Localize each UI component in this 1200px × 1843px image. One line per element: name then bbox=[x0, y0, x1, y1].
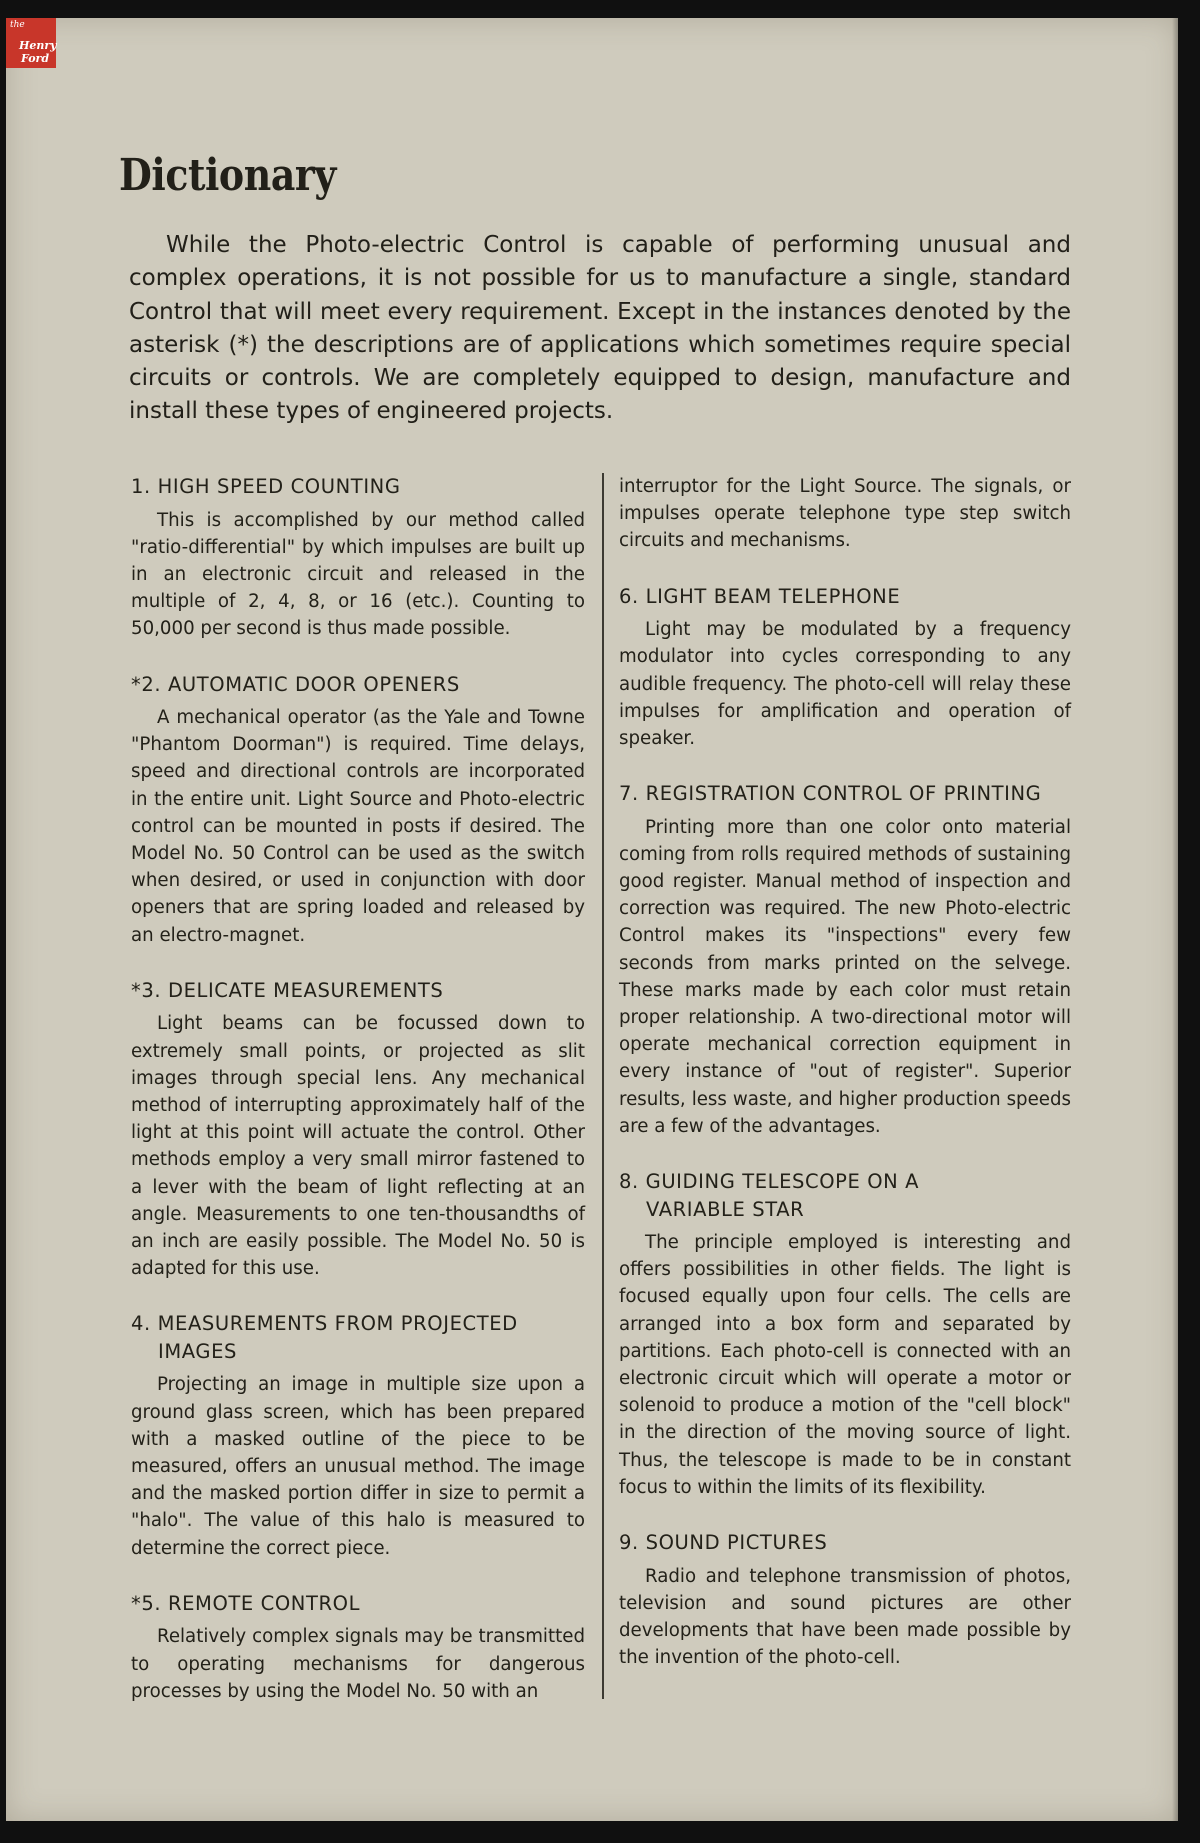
logo-ford: Ford bbox=[21, 52, 50, 65]
section-body: Radio and telephone transmission of photos, television and sound pictures are other developments that have been made possible by the invention of the photo-cell. bbox=[619, 1565, 1071, 1669]
section-heading bbox=[131, 1310, 585, 1365]
section-body: Light may be modulated by a frequency modulator into cycles corresponding to any audible frequency. The photo-cell will relay these impulses for amplification and operation of speaker. bbox=[619, 619, 1071, 749]
document-page bbox=[6, 18, 1178, 1821]
section-heading: *2. AUTOMATIC DOOR OPENERS bbox=[131, 672, 460, 696]
intro-paragraph: While the Photo-electric Control is capable of performing unusual and complex operations, it is not possible for us to manufacture a single, standard Control that will meet every requirement. Except in the instances denoted by the asterisk (*) the descriptions are of applications which sometimes require special circuits or controls. We are completely equipped to design, manufacture and install these types of engineered projects. bbox=[129, 232, 1071, 425]
section-body: The principle employed is interesting and offers possibilities in other fields. The light is focused equally upon four cells. The cells are arranged into a box form and separated by partitions. Each photo-cell is connected with an electronic circuit which will operate a motor or solenoid to produce a motion of the "cell block" in the direction of the moving source of light. Thus, the telescope is made to be in constant focus to within the limits of its flexibility. bbox=[619, 1232, 1071, 1498]
section-body: Printing more than one color onto material coming from rolls required methods of sustaining good register. Manual method of inspection and correction was required. The new Photo-electric Control makes its "inspections" every few seconds from marks printed on the selvege. These marks made by each color must retain proper relationship. A two-directional motor will operate mechanical correction equipment in every instance of "out of register". Superior results, less waste, and higher production speeds are a few of the advantages. bbox=[619, 816, 1071, 1137]
section-heading: 6. LIGHT BEAM TELEPHONE bbox=[619, 584, 901, 608]
henry-ford-logo bbox=[6, 18, 56, 68]
section-body: This is accomplished by our method called "ratio-differential" by which impulses are built up in an electronic circuit and released in the multiple of 2, 4, 8, or 16 (etc.). Counting to 50,000 per second is thus made possible. bbox=[131, 509, 585, 640]
section-heading-line1: 8. GUIDING TELESCOPE ON A bbox=[619, 1170, 920, 1194]
section-body: Projecting an image in multiple size upon a ground glass screen, which has been prepared with a masked outline of the piece to be measured, offers an unusual method. The image and the masked portion differ in size to permit a "halo". The value of this halo is measured to determine the correct piece. bbox=[131, 1374, 585, 1559]
section-heading-line1: 4. MEASUREMENTS FROM PROJECTED bbox=[131, 1312, 518, 1336]
section-registration-control-of-printing bbox=[619, 780, 1071, 1140]
section-high-speed-counting bbox=[131, 473, 585, 643]
section-heading: 1. HIGH SPEED COUNTING bbox=[131, 475, 401, 498]
column-divider bbox=[602, 473, 604, 1699]
section-heading: *3. DELICATE MEASUREMENTS bbox=[131, 978, 444, 1002]
remote-control-continuation: interruptor for the Light Source. The signals, or impulses operate telephone type step switch circuits and mechanisms. bbox=[619, 476, 1071, 552]
section-body: A mechanical operator (as the Yale and Towne "Phantom Doorman") is required. Time delays, speed and directional controls are incorporated in the entire unit. Light Source and Photo-electric control can be mounted in posts if desired. The Model No. 50 Control can be used as the switch when desired, or used in conjunction with door openers that are spring loaded and released by an electro-magnet. bbox=[131, 707, 585, 946]
section-light-beam-telephone bbox=[619, 583, 1071, 753]
section-heading-line2: VARIABLE STAR bbox=[646, 1197, 805, 1221]
section-heading: 7. REGISTRATION CONTROL OF PRINTING bbox=[619, 782, 1042, 806]
section-heading: *5. REMOTE CONTROL bbox=[131, 1591, 361, 1615]
section-body: Relatively complex signals may be transmitted to operating mechanisms for dangerous processes by using the Model No. 50 with an bbox=[131, 1626, 585, 1702]
section-measurements-from-projected-images bbox=[131, 1310, 585, 1561]
logo-henry: Henry bbox=[19, 39, 57, 52]
page-title: Dictionary bbox=[119, 150, 336, 201]
section-sound-pictures bbox=[619, 1529, 1071, 1671]
section-heading bbox=[619, 1168, 1071, 1223]
section-heading: 9. SOUND PICTURES bbox=[619, 1531, 828, 1555]
section-remote-control bbox=[131, 1590, 585, 1705]
left-column bbox=[131, 473, 585, 1705]
section-guiding-telescope bbox=[619, 1168, 1071, 1501]
section-body: Light beams can be focussed down to extremely small points, or projected as slit images through special lens. Any mechanical method of interrupting approximately half of the light at this point will actuate the control. Other methods employ a very small mirror fastened to a lever with the beam of light reflecting at an angle. Measurements to one ten-thousandths of an inch are easily possible. The Model No. 50 is adapted for this use. bbox=[131, 1013, 585, 1280]
right-column bbox=[619, 473, 1071, 1671]
section-heading-line2: IMAGES bbox=[158, 1339, 237, 1363]
logo-the: the bbox=[10, 20, 25, 30]
section-automatic-door-openers bbox=[131, 671, 585, 949]
section-delicate-measurements bbox=[131, 977, 585, 1283]
